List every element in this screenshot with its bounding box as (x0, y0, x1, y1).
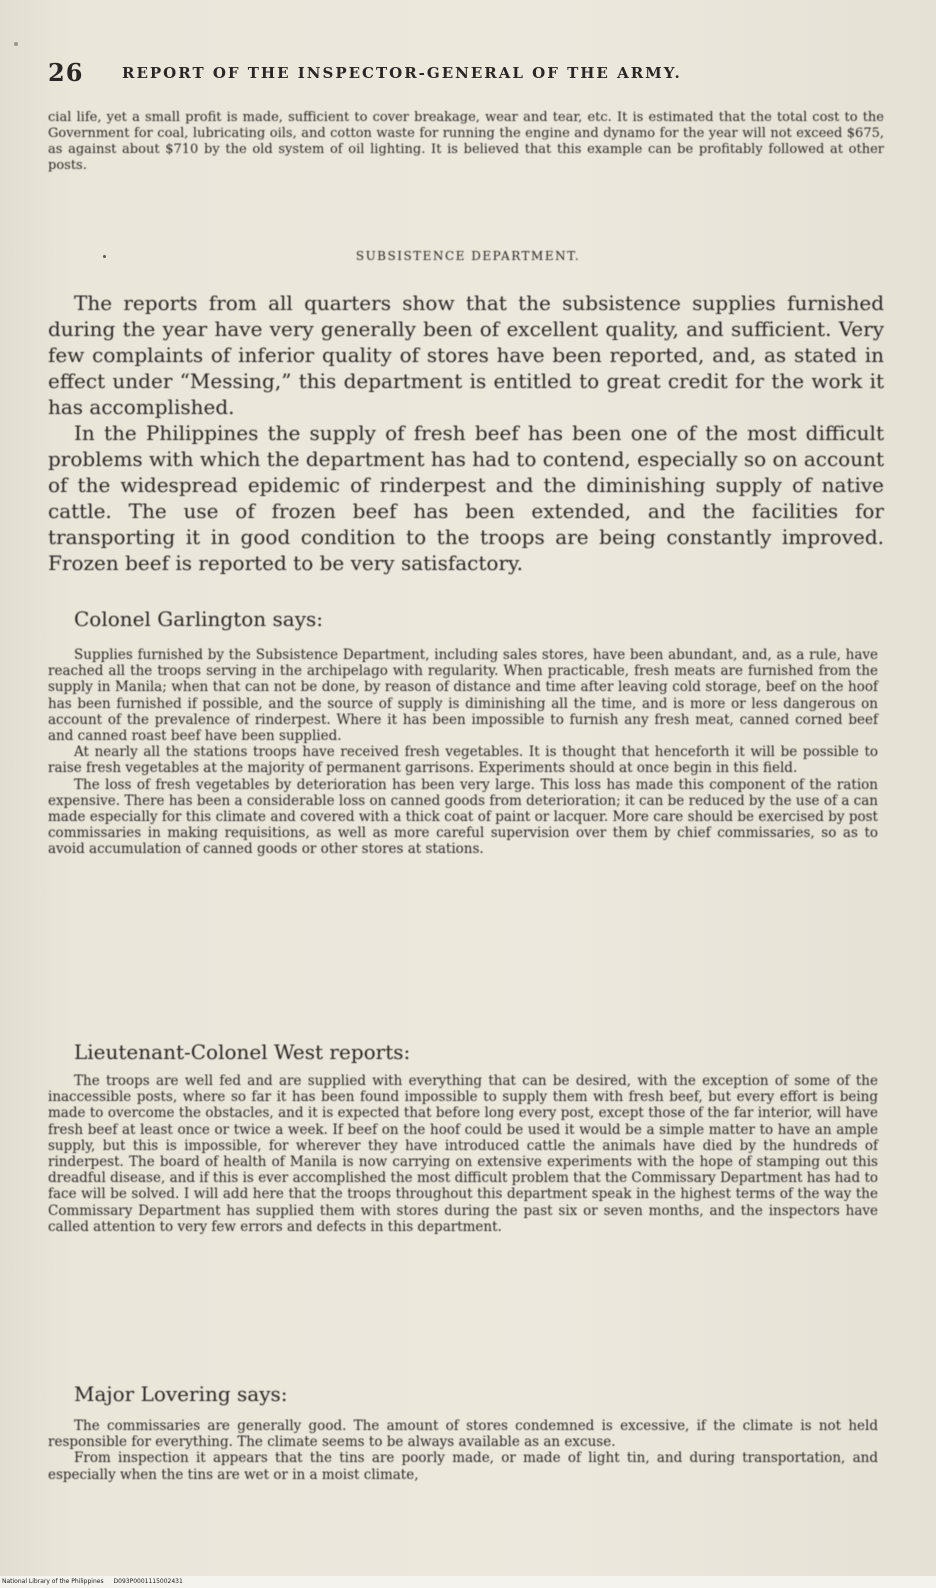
speaker-garlington: Colonel Garlington says: (74, 607, 323, 631)
quote-garlington (48, 647, 878, 858)
quote-paragraph: The commissaries are generally good. The amount of stores condemned is excessive, if the climate is not held responsible for everything. The climate seems to be always available as an excuse. (48, 1418, 878, 1451)
body-paragraph-1: The reports from all quarters show that the subsistence supplies furnished during the year have very generally been of excellent quality, and sufficient. Very few complaints of inferior quality of stores have been reported, and, as stated in effect under “Messing,” this department is entitled to great credit for the work it has accomplished. (48, 291, 884, 419)
quote-paragraph: From inspection it appears that the tins are poorly made, or made of light tin, and during transportation, and especially when the tins are wet or in a moist climate, (48, 1450, 878, 1483)
quote-paragraph: Supplies furnished by the Subsistence Department, including sales stores, have been abundant, and, as a rule, have reached all the troops serving in the archipelago with regularity. When practicable, fresh meats are furnished from the supply in Manila; when that can not be done, by reason of distance and time after leaving cold storage, beef on the hoof has been furnished if possible, and the source of supply is diminishing all the time, and is more or less dangerous on account of the prevalence of rinderpest. Where it has been impossible to furnish any fresh meat, canned corned beef and canned roast beef have been supplied. (48, 647, 878, 745)
scan-speck (14, 42, 18, 46)
footer-source: National Library of the Philippines (2, 1578, 104, 1585)
speaker-west: Lieutenant-Colonel West reports: (74, 1040, 411, 1064)
quote-paragraph: At nearly all the stations troops have received fresh vegetables. It is thought that henceforth it will be possible to raise fresh vegetables at the majority of permanent garrisons. Experiments should at once begin in this field. (48, 744, 878, 777)
quote-west (48, 1073, 878, 1235)
quote-paragraph: The loss of fresh vegetables by deterioration has been very large. This loss has made this component of the ration expensive. There has been a considerable loss on canned goods from deterioration; it can be reduced by the use of a can made especially for this climate and covered with a thick coat of paint or lacquer. More care should be exercised by post commissaries in making requisitions, as well as more careful supervision over them by chief commissaries, so as to avoid accumulation of canned goods or other stores at stations. (48, 776, 878, 858)
running-head: REPORT OF THE INSPECTOR-GENERAL OF THE ARMY. (122, 64, 682, 82)
intro-paragraph-block (48, 110, 884, 174)
main-body (48, 290, 884, 576)
page-number: 26 (48, 58, 84, 87)
intro-paragraph: cial life, yet a small profit is made, sufficient to cover breakage, wear and tear, etc. It is estimated that the total cost to the Government for coal, lubricating oils, and cotton waste for running the engine and dynamo for the year will not exceed $675, as against about $710 by the old system of oil lighting. It is believed that this example can be profitably followed at other posts. (48, 110, 884, 173)
page-header (48, 58, 888, 88)
body-paragraph-2: In the Philippines the supply of fresh beef has been one of the most difficult problems with which the department has had to contend, especially so on account of the widespread epidemic of rinderpest and the diminishing supply of native cattle. The use of frozen beef has been extended, and the facilities for transporting it in good condition to the troops are being constantly improved. Frozen beef is reported to be very satisfactory. (48, 421, 884, 575)
section-title: SUBSISTENCE DEPARTMENT. (355, 249, 581, 263)
quote-lovering (48, 1418, 878, 1483)
footer-identifier: D093P0001115002431 (113, 1578, 183, 1585)
speaker-lovering: Major Lovering says: (74, 1382, 288, 1406)
quote-paragraph: The troops are well fed and are supplied with everything that can be desired, with the exception of some of the inaccessible posts, where so far it has been found impossible to supply them with fresh beef, but every effort is being made to overcome the obstacles, and it is expected that before long every post, except those of the far interior, will have fresh beef at least once or twice a week. If beef on the hoof could be used it would be a simple matter to have an ample supply, but this is impossible, for wherever they have introduced cattle the animals have died by the hundreds of rinderpest. The board of health of Manila is now carrying on extensive experiments with the hope of stamping out this dreadful disease, and if this is ever accomplished the most difficult problem that the Commissary Department has had to face will be solved. I will add here that the troops throughout this department speak in the highest terms of the way the Commissary Department has supplied them with stores during the past six or seven months, and the inspectors have called attention to very few errors and defects in this department. (48, 1073, 878, 1235)
scan-footer (0, 1576, 936, 1588)
